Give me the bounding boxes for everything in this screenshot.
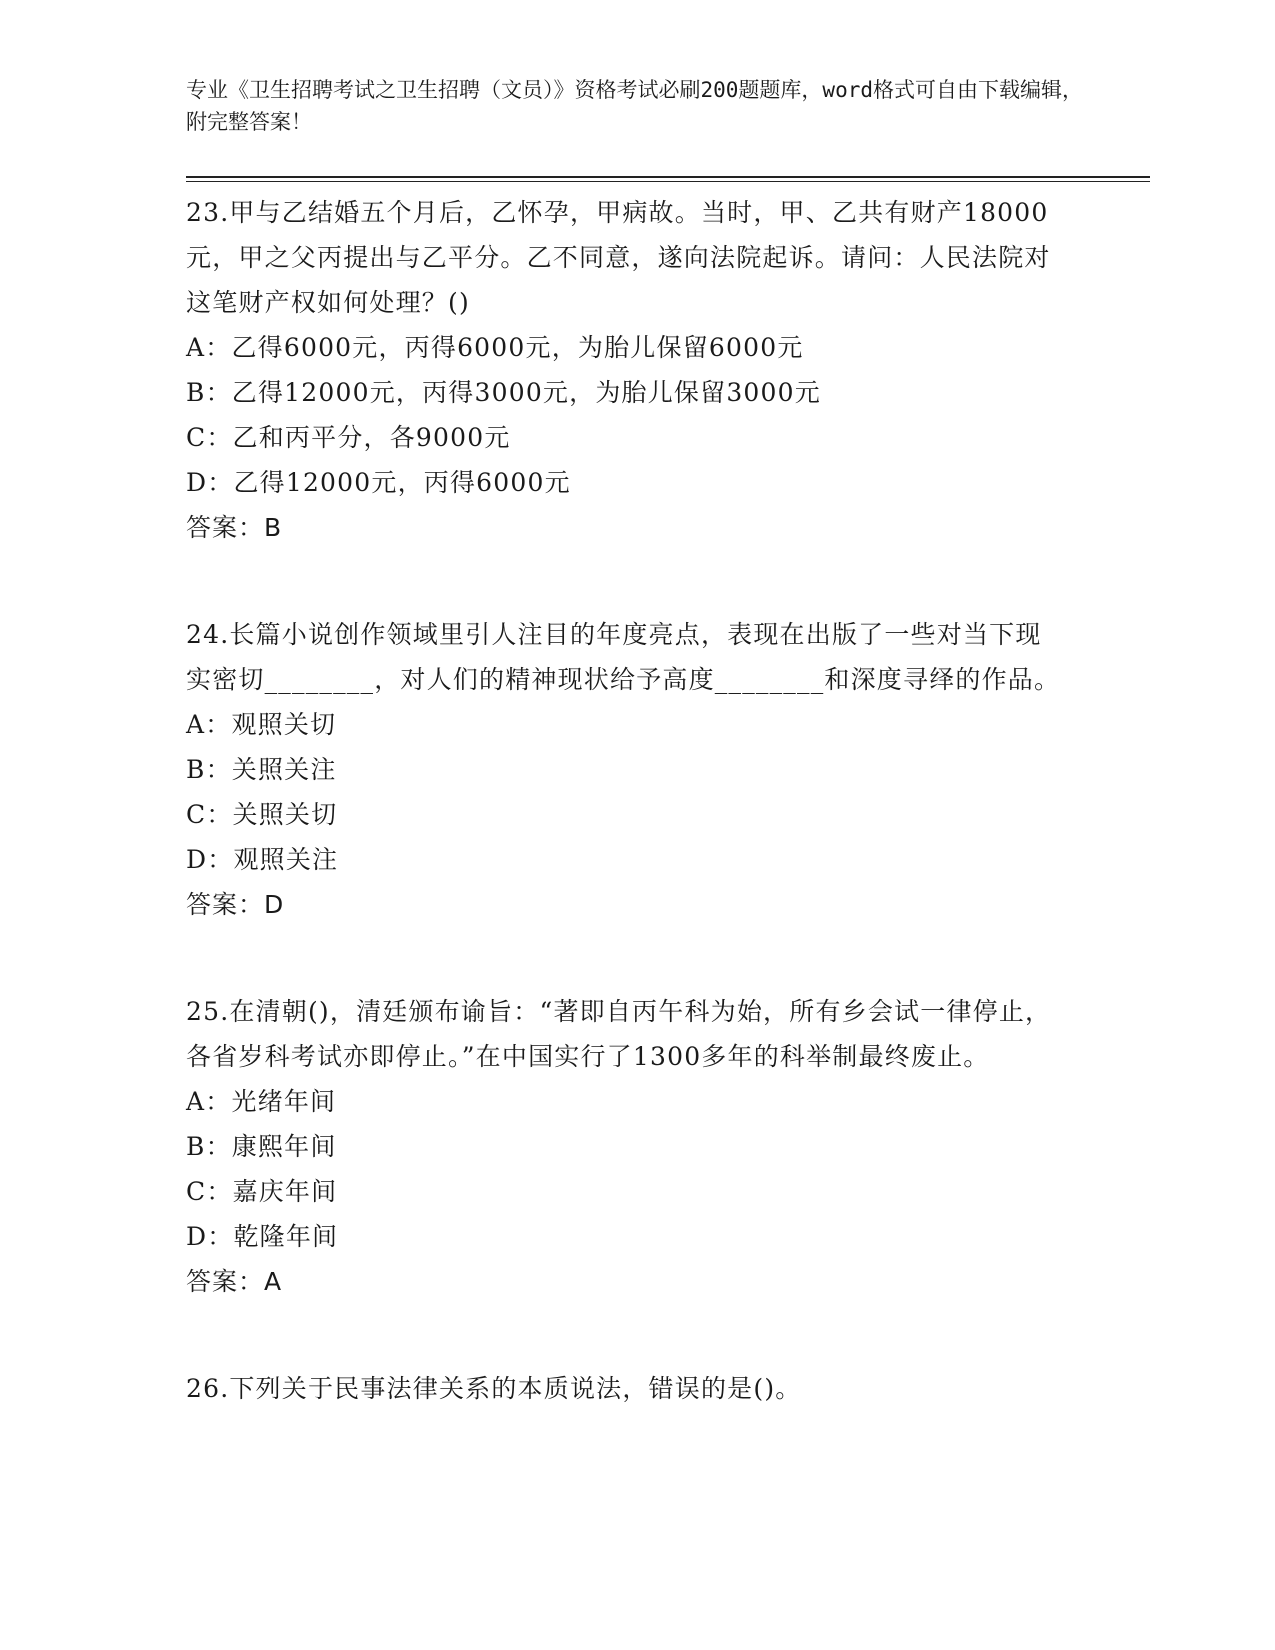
option-d: D：观照关注 — [186, 845, 339, 874]
answer-line: 答案：B — [186, 513, 283, 542]
question-stem: 24.长篇小说创作领域里引人注目的年度亮点，表现在出版了一些对当下现实密切________，对人们的精神现状给予高度________和深度寻绎的作品。 — [186, 620, 1061, 694]
option-a: A：观照关切 — [186, 710, 337, 739]
option-b: B：关照关注 — [186, 755, 337, 784]
answer-line: 答案：A — [186, 1267, 283, 1296]
option-c: C：嘉庆年间 — [186, 1177, 338, 1206]
question-stem: 26.下列关于民事法律关系的本质说法，错误的是()。 — [186, 1374, 802, 1403]
question-25 — [186, 989, 1066, 1304]
header-divider — [186, 176, 1150, 182]
page-header: 专业《卫生招聘考试之卫生招聘（文员）》资格考试必刷200题题库，word格式可自由下载编辑，附完整答案！ — [186, 78, 1083, 134]
question-stem: 25.在清朝()，清廷颁布谕旨：“著即自丙午科为始，所有乡会试一律停止，各省岁科考试亦即停止。”在中国实行了1300多年的科举制最终废止。 — [186, 997, 1052, 1071]
option-c: C：乙和丙平分，各9000元 — [186, 423, 511, 452]
option-c: C：关照关切 — [186, 800, 338, 829]
question-stem: 23.甲与乙结婚五个月后，乙怀孕，甲病故。当时，甲、乙共有财产18000元，甲之父丙提出与乙平分。乙不同意，遂向法院起诉。请问：人民法院对这笔财产权如何处理？() — [186, 198, 1051, 317]
answer-line: 答案：D — [186, 890, 285, 919]
option-d: D：乙得12000元，丙得6000元 — [186, 468, 571, 497]
option-b: B：康熙年间 — [186, 1132, 337, 1161]
option-b: B：乙得12000元，丙得3000元，为胎儿保留3000元 — [186, 378, 821, 407]
option-d: D：乾隆年间 — [186, 1222, 339, 1251]
question-26 — [186, 1366, 1066, 1411]
option-a: A：乙得6000元，丙得6000元，为胎儿保留6000元 — [186, 333, 804, 362]
question-24 — [186, 612, 1066, 927]
question-list — [186, 190, 1066, 1473]
question-23 — [186, 190, 1066, 550]
option-a: A：光绪年间 — [186, 1087, 337, 1116]
